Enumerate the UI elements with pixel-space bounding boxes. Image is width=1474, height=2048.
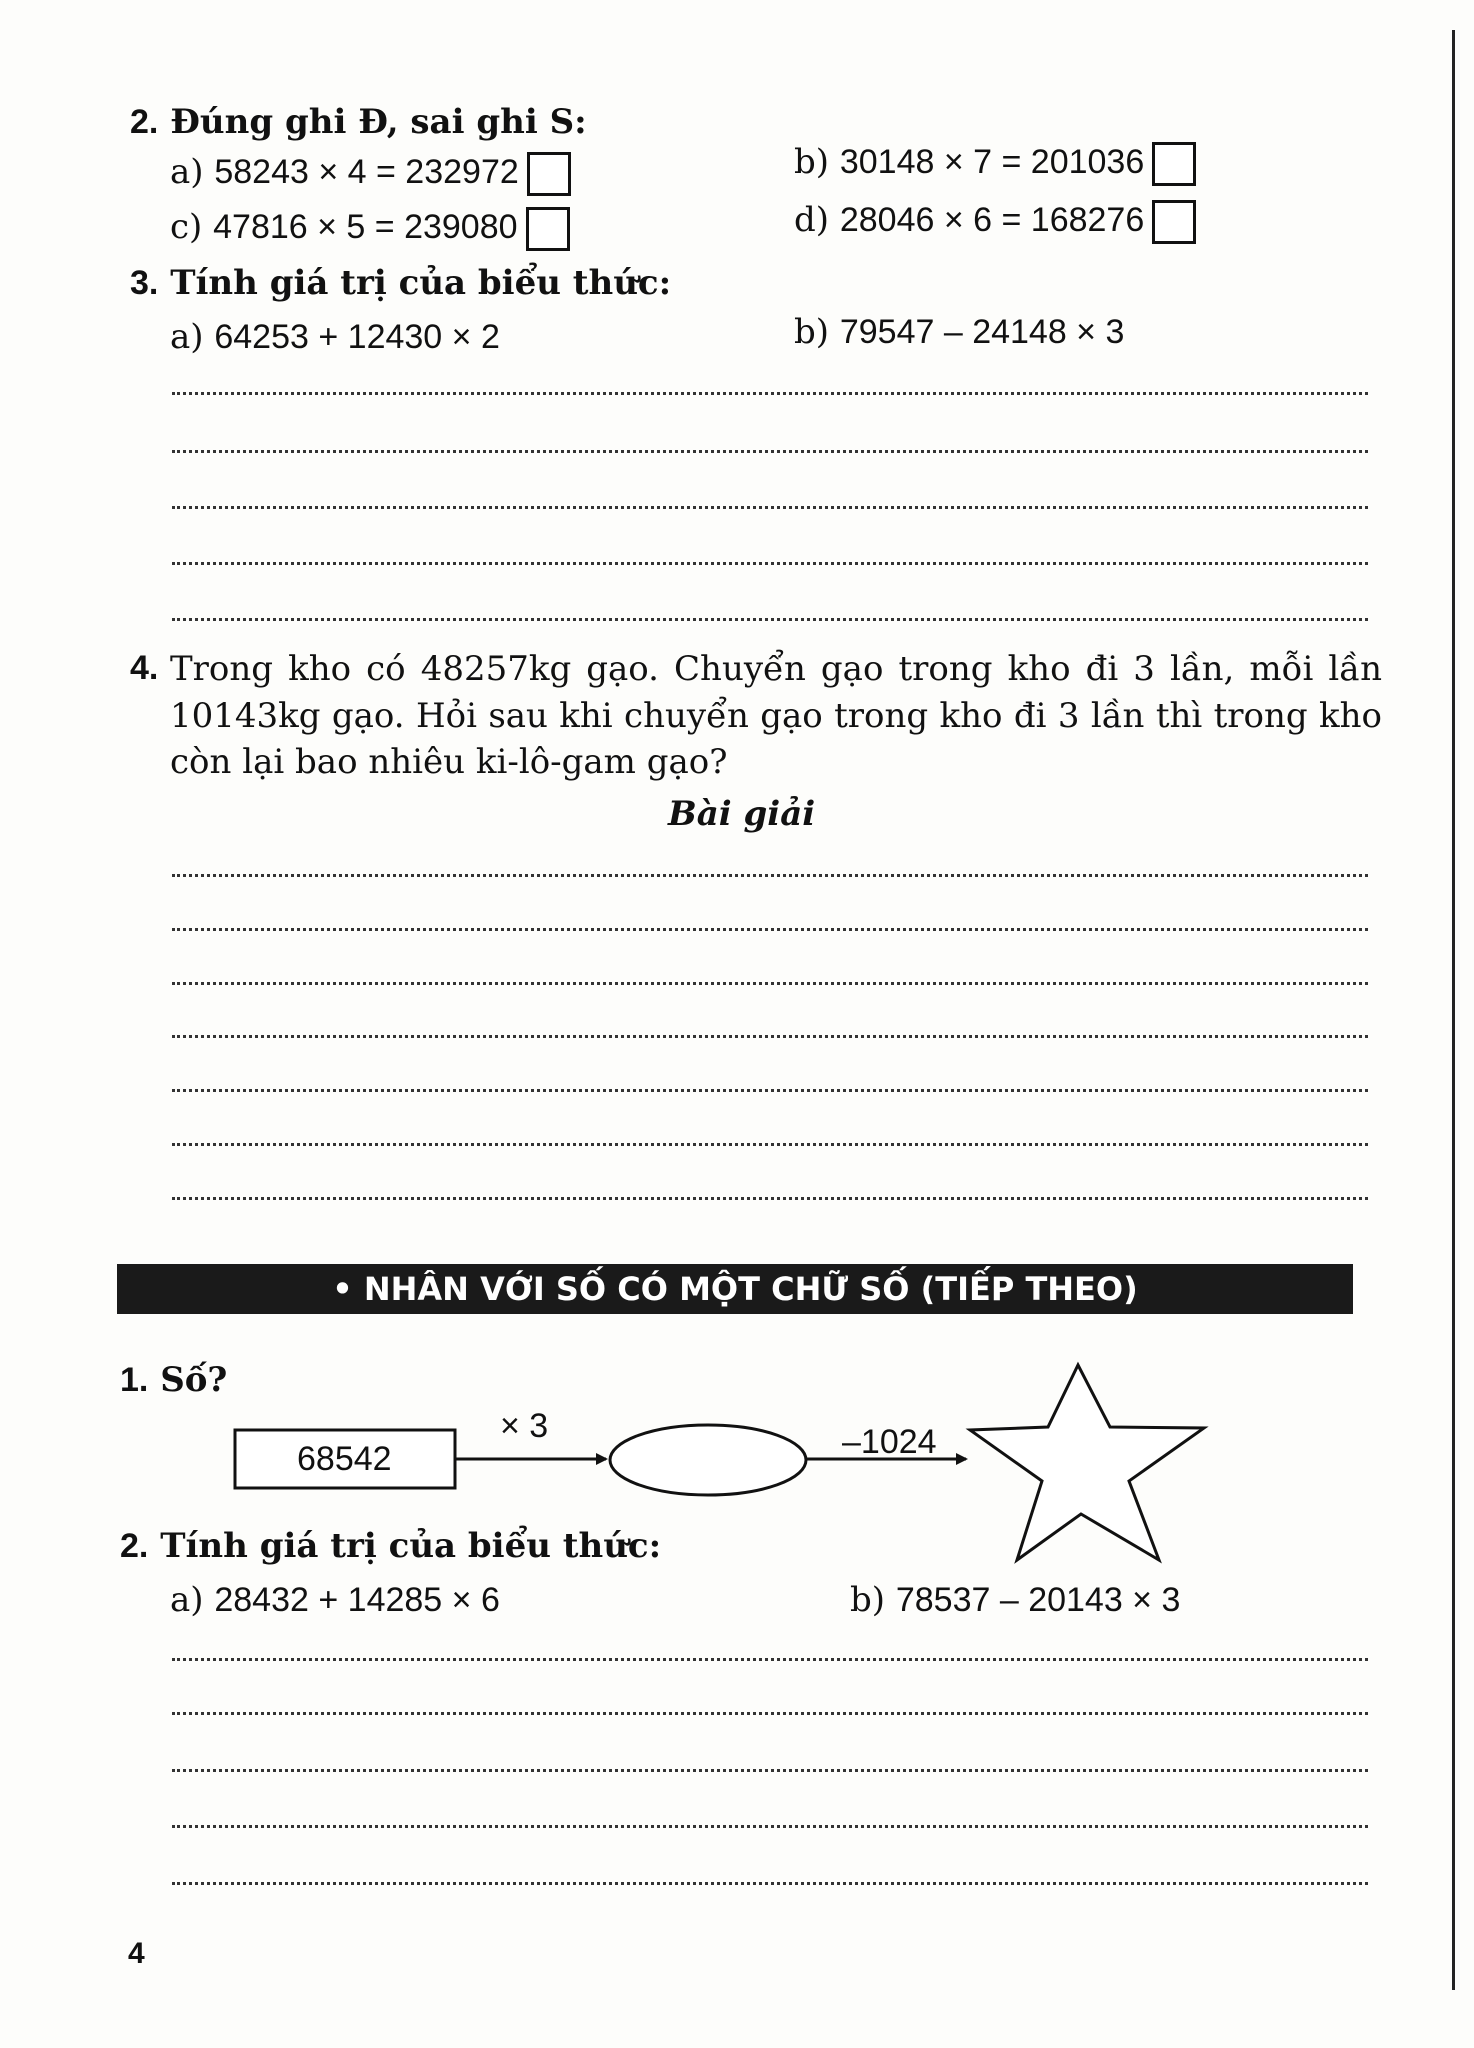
- section-banner: • NHÂN VỚI SỐ CÓ MỘT CHỮ SỐ (TIẾP THEO): [117, 1264, 1353, 1314]
- ex3-heading: 3. Tính giá trị của biểu thức:: [130, 263, 672, 303]
- answer-line[interactable]: [172, 1825, 1368, 1828]
- answer-line[interactable]: [172, 1712, 1368, 1715]
- ex4-line-2: 10143kg gạo. Hỏi sau khi chuyển gạo trong kho đi 3 lần thì trong kho: [170, 696, 1382, 736]
- b-ex2-heading: 2. Tính giá trị của biểu thức:: [120, 1526, 662, 1566]
- answer-line[interactable]: [172, 1882, 1368, 1885]
- ex2-item-b: b) 30148 × 7 = 201036: [794, 140, 1196, 186]
- b-ex2-item-b: b) 78537 – 20143 × 3: [850, 1580, 1181, 1620]
- solution-heading: Bài giải: [668, 794, 816, 834]
- b-ex1-heading: 1. Số?: [120, 1360, 228, 1400]
- answer-line[interactable]: [172, 1658, 1368, 1661]
- ex4-number: 4.: [130, 649, 159, 687]
- answer-star[interactable]: [970, 1365, 1204, 1560]
- ex2-item-c: c) 47816 × 5 = 239080: [170, 205, 570, 251]
- ex2-heading: 2. Đúng ghi Đ, sai ghi S:: [130, 102, 587, 142]
- answer-line[interactable]: [172, 1769, 1368, 1772]
- ex3-item-b: b) 79547 – 24148 × 3: [794, 312, 1125, 352]
- op-subtract-label: –1024: [842, 1423, 937, 1461]
- ex4-line-3: còn lại bao nhiêu ki-lô-gam gạo?: [170, 742, 728, 782]
- start-value: 68542: [297, 1440, 392, 1478]
- ex2-item-a: a) 58243 × 4 = 232972: [170, 150, 571, 196]
- ex2-item-d: d) 28046 × 6 = 168276: [794, 198, 1196, 244]
- ex3-item-a: a) 64253 + 12430 × 2: [170, 317, 500, 357]
- op-multiply-label: × 3: [500, 1407, 549, 1445]
- b-ex2-item-a: a) 28432 + 14285 × 6: [170, 1580, 500, 1620]
- page-number: 4: [128, 1937, 145, 1970]
- ex4-line-1: Trong kho có 48257kg gạo. Chuyển gạo trong kho đi 3 lần, mỗi lần: [170, 649, 1382, 689]
- answer-oval[interactable]: [610, 1425, 806, 1495]
